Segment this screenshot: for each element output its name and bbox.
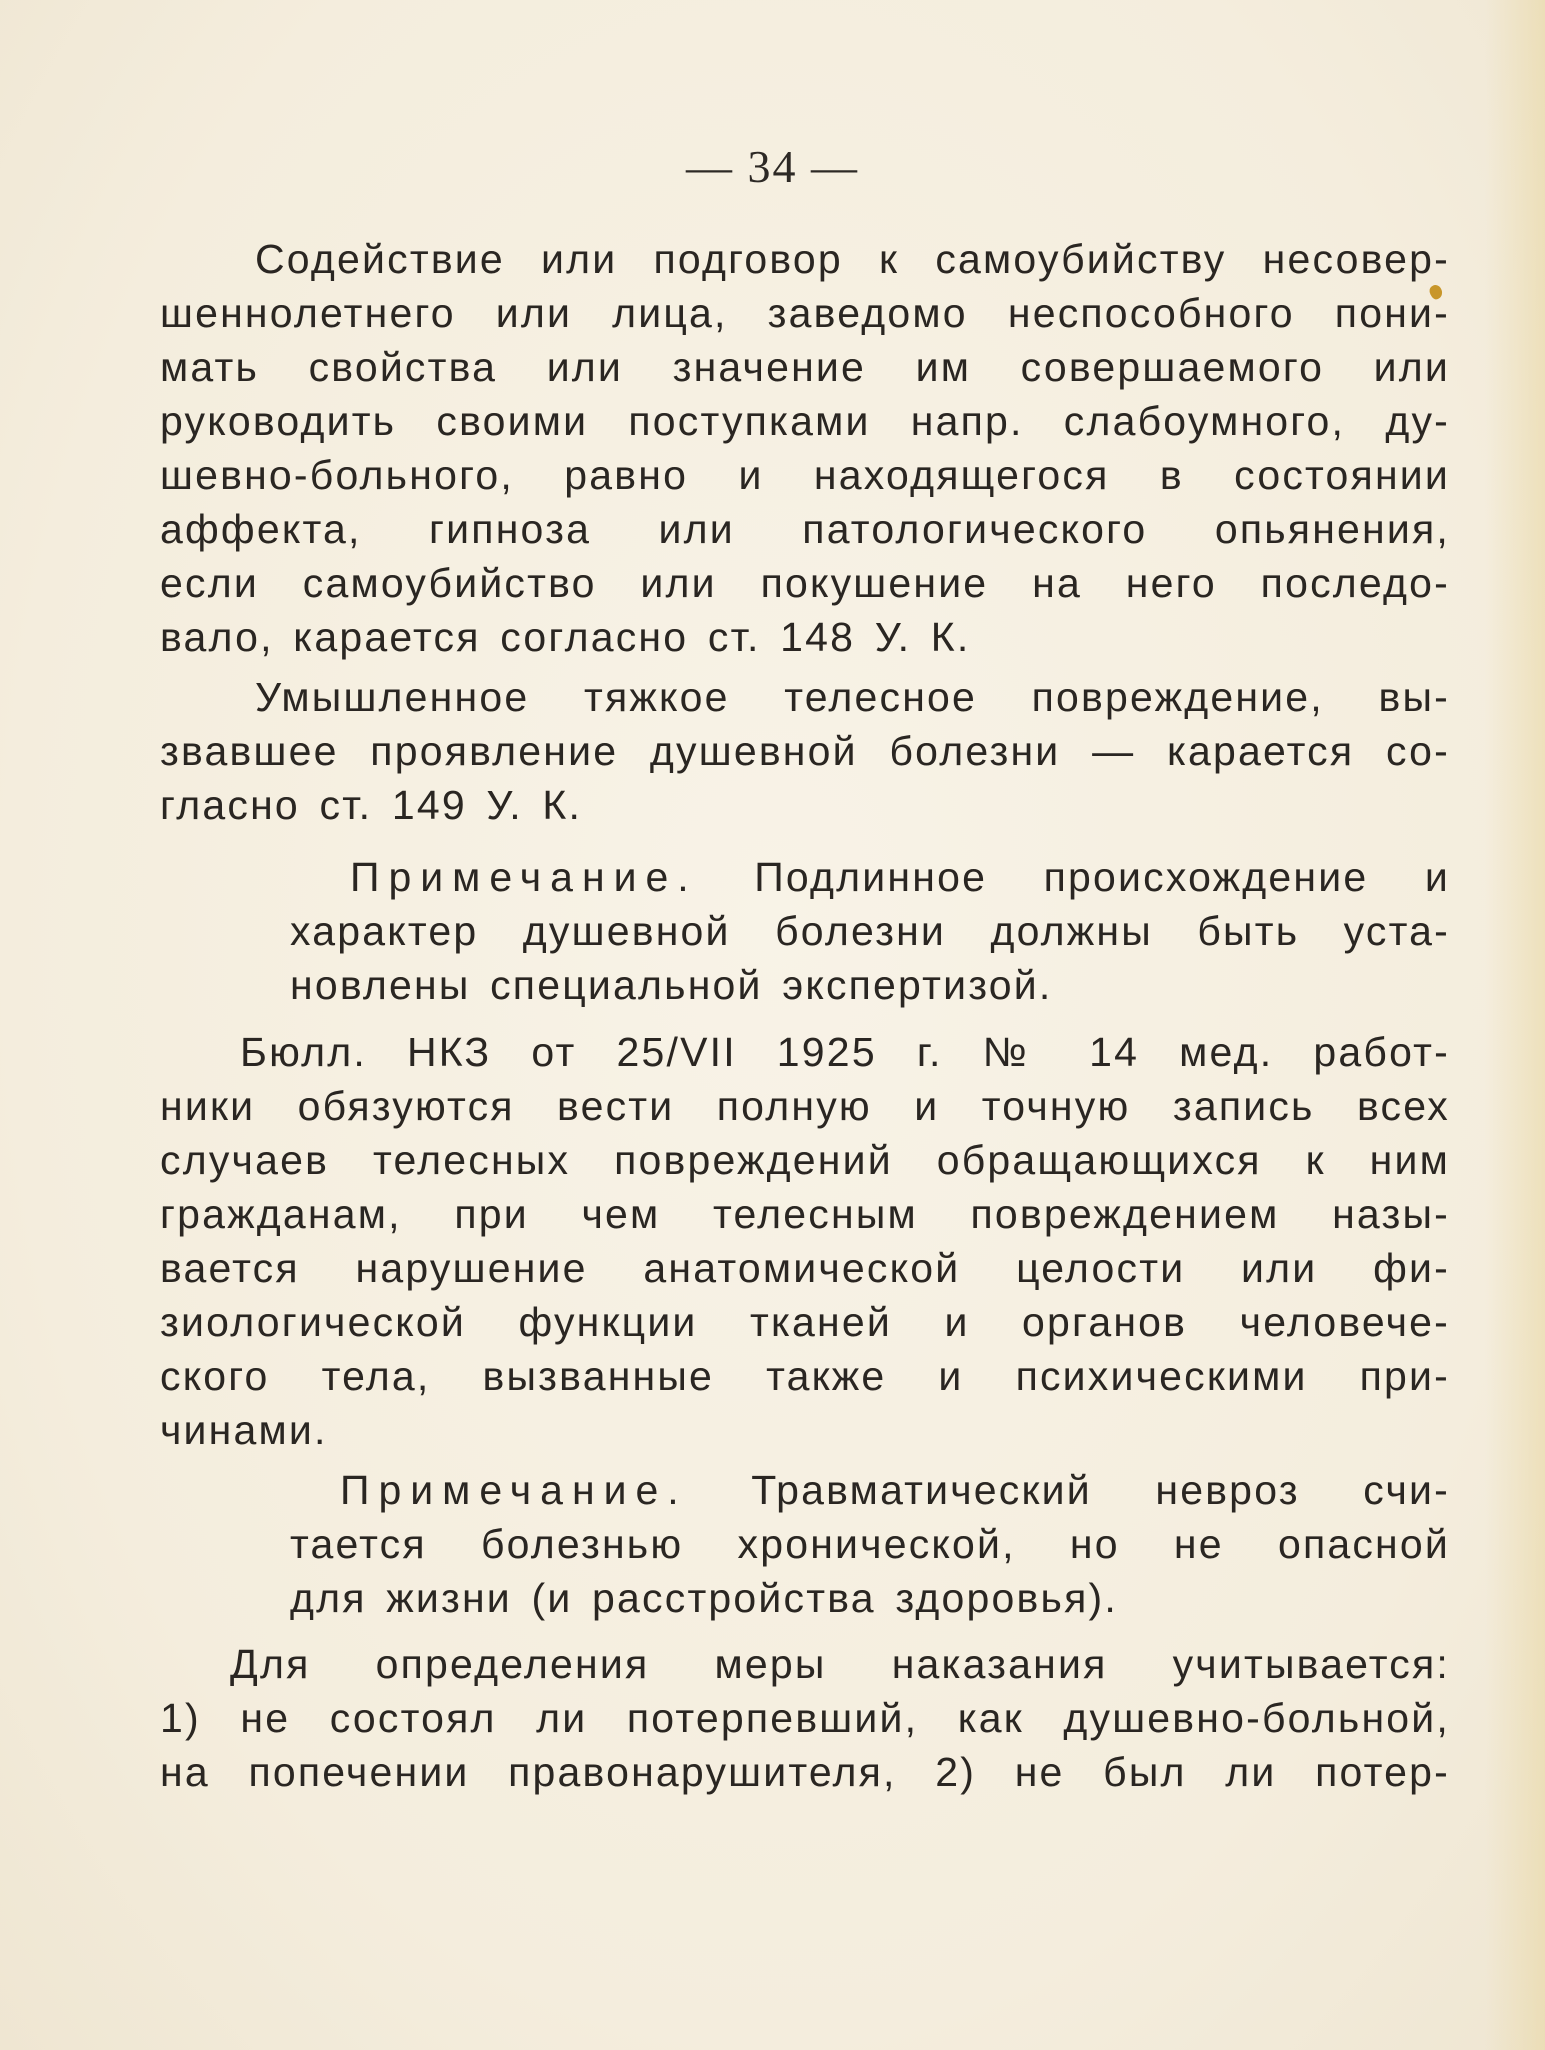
paragraph-4 xyxy=(160,1637,1450,1799)
text-line: для жизни (и расстройства здоровья). xyxy=(290,1575,1118,1621)
text-line: на попечении правонарушителя, 2) не был ли потер- xyxy=(160,1749,1450,1795)
text-line: вало, карается согласно ст. 148 У. К. xyxy=(160,614,971,660)
note-label: Примечание. xyxy=(350,854,698,900)
text-line: если самоубийство или покушение на него последо- xyxy=(160,560,1450,606)
note-label: Примечание. xyxy=(340,1467,688,1513)
note-2 xyxy=(290,1463,1450,1625)
text-line: руководить своими поступками напр. слабоумного, ду- xyxy=(160,398,1450,444)
text-line: 1) не состоял ли потерпевший, как душевно-больной, xyxy=(160,1695,1450,1741)
text-line: характер душевной болезни должны быть уста- xyxy=(290,908,1450,954)
note-first-line xyxy=(290,850,1450,904)
text-line: аффекта, гипноза или патологического опьянения, xyxy=(160,506,1450,552)
note-text: Травматический невроз счи- xyxy=(687,1467,1450,1513)
text-line: Умышленное тяжкое телесное повреждение, вы- xyxy=(255,674,1450,720)
text-line: шевно-больного, равно и находящегося в состоянии xyxy=(160,452,1450,498)
text-line: случаев телесных повреждений обращающихся к ним xyxy=(160,1137,1450,1183)
text-line: чинами. xyxy=(160,1407,328,1453)
text-line: Для определения меры наказания учитывается: xyxy=(230,1641,1450,1687)
text-line: звавшее проявление душевной болезни — карается со- xyxy=(160,728,1450,774)
note-text: Подлинное происхождение и xyxy=(697,854,1450,900)
text-line: Бюлл. НКЗ от 25/VII 1925 г. № 14 мед. работ- xyxy=(240,1029,1450,1075)
text-line: ники обязуются вести полную и точную запись всех xyxy=(160,1083,1450,1129)
text-line: мать свойства или значение им совершаемого или xyxy=(160,344,1450,390)
note-1 xyxy=(290,850,1450,1012)
text-line: Содействие или подговор к самоубийству несовер- xyxy=(255,236,1450,282)
paragraph-2 xyxy=(160,670,1450,832)
note-first-line xyxy=(290,1463,1450,1517)
text-line: ского тела, вызванные также и психическими при- xyxy=(160,1353,1450,1399)
text-line: гражданам, при чем телесным повреждением назы- xyxy=(160,1191,1450,1237)
text-line: тается болезнью хронической, но не опасной xyxy=(290,1521,1450,1567)
page-edge-shadow xyxy=(1485,0,1545,2050)
text-line: новлены специальной экспертизой. xyxy=(290,962,1053,1008)
paragraph-1 xyxy=(160,232,1450,664)
paragraph-3 xyxy=(160,1025,1450,1457)
text-line: шеннолетнего или лица, заведомо неспособного пони- xyxy=(160,290,1450,336)
text-line: вается нарушение анатомической целости или фи- xyxy=(160,1245,1450,1291)
text-line: зиологической функции тканей и органов человече- xyxy=(160,1299,1450,1345)
page-number: — 34 — xyxy=(686,141,859,192)
text-line: гласно ст. 149 У. К. xyxy=(160,782,583,828)
